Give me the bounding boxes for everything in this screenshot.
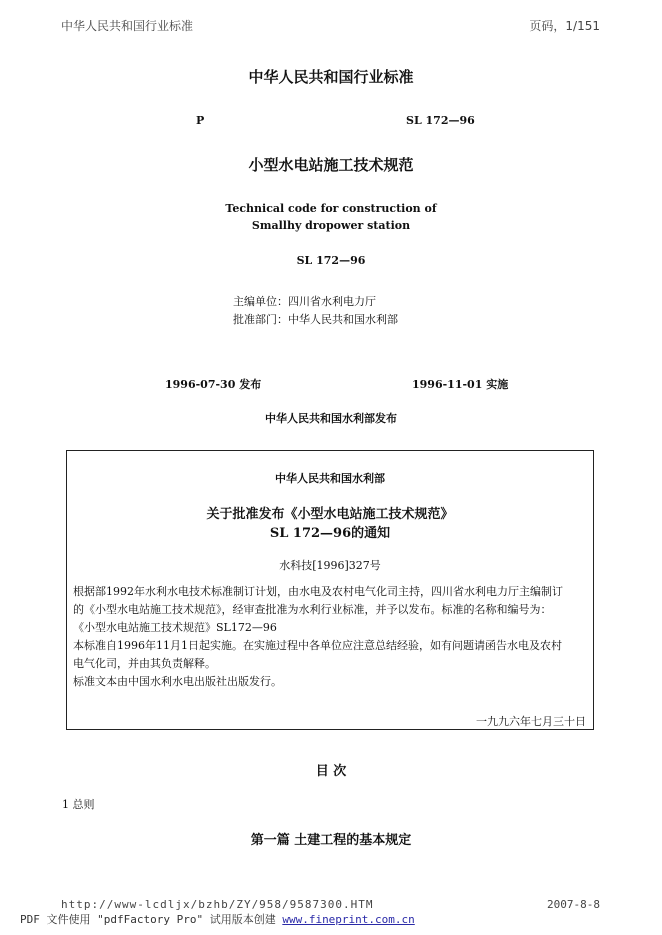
toc-part-1[interactable]: 第一篇 土建工程的基本规定 (250, 833, 412, 848)
standard-code: SL 172—96 (406, 114, 475, 127)
notice-date: 一九九六年七月三十日 (476, 715, 586, 728)
publisher: 中华人民共和国水利部发布 (265, 412, 397, 425)
approval-department: 批准部门：中华人民共和国水利部 (233, 313, 398, 326)
notice-title-line2: SL 172—96的通知 (269, 526, 391, 541)
toc-title: 目 次 (315, 764, 347, 779)
notice-org: 中华人民共和国水利部 (275, 472, 385, 485)
fineprint-link[interactable]: www.fineprint.com.cn (282, 913, 415, 926)
cover-title: 中华人民共和国行业标准 (248, 68, 414, 86)
notice-line: 《小型水电站施工技术规范》SL172—96 (73, 621, 277, 634)
chief-editing-unit: 主编单位：四川省水利电力厅 (233, 295, 376, 308)
issue-date: 1996-07-30 发布 (165, 378, 262, 391)
notice-line: 电气化司，并由其负责解释。 (73, 657, 216, 670)
pdf-note-text: PDF 文件使用 "pdfFactory Pro" 试用版本创建 (20, 913, 283, 926)
page-number: 页码，1/151 (529, 19, 600, 33)
standard-title-en-line2: Smallhy dropower station (251, 219, 411, 232)
standard-title-en-line1: Technical code for construction of (225, 202, 437, 215)
notice-title-line1: 关于批准发布《小型水电站施工技术规范》 (206, 507, 454, 522)
notice-line: 本标准自1996年11月1日起实施。在实施过程中各单位应注意总结经验，如有问题请函告水电及农村 (73, 639, 562, 652)
footer-date: 2007-8-8 (547, 898, 600, 911)
footer-url: http://www-lcdljx/bzhb/ZY/958/9587300.HTM (61, 898, 374, 911)
toc-item-general[interactable]: 1 总则 (62, 798, 95, 811)
notice-doc-number: 水科技[1996]327号 (279, 559, 381, 572)
notice-line: 标准文本由中国水利水电出版社出版发行。 (73, 675, 282, 688)
standard-code-repeat: SL 172—96 (296, 254, 366, 267)
notice-line: 的《小型水电站施工技术规范》，经审查批准为水利行业标准，并予以发布。标准的名称和编号为： (73, 603, 552, 616)
class-code: P (196, 114, 205, 127)
implementation-date: 1996-11-01 实施 (412, 378, 509, 391)
notice-line: 根据部1992年水利水电技术标准制订计划，由水电及农村电气化司主持，四川省水利电力厅主编制订 (73, 585, 563, 598)
page-header-title: 中华人民共和国行业标准 (61, 19, 194, 33)
pdf-note (20, 911, 415, 927)
notice-body (73, 583, 589, 691)
notice-box (66, 450, 594, 730)
standard-title-cn: 小型水电站施工技术规范 (248, 156, 414, 174)
